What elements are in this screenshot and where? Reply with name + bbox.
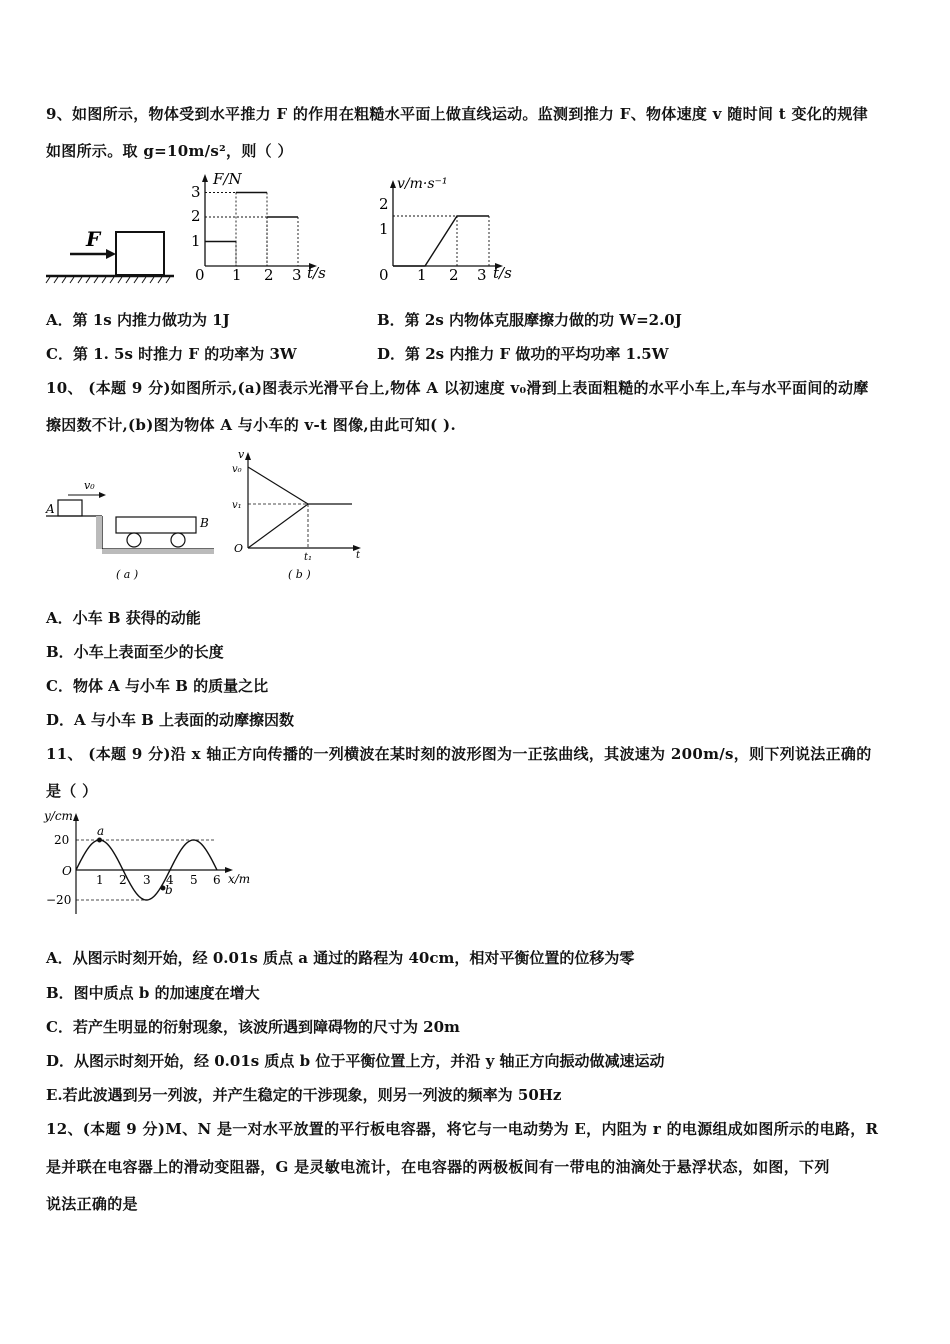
q9-v-ytick-1: 1 [379,220,389,238]
q10-fig-b-caption: ( b ) [288,568,311,581]
q9-v-axis-label: v/m·s⁻¹ [397,176,448,192]
q10-fig-a-v0: v₀ [84,479,95,492]
q10-fig-b-t: t [356,550,361,561]
q9-f-origin: 0 [195,266,205,284]
q11-xtick-3: 3 [143,873,151,887]
q11-xtick-4: 4 [166,873,174,887]
q9-block-figure [46,222,176,284]
q11-xtick-1: 1 [96,873,104,887]
q9-f-xtick-3: 3 [292,266,302,284]
q9-v-origin: 0 [379,266,389,284]
q9-v-xtick-3: 3 [477,266,487,284]
q9-force-graph [185,170,345,285]
q11-stem-line1: 11、 (本题 9 分)沿 x 轴正方向传播的一列横波在某时刻的波形图为一正弦曲线，其波速为 200m/s，则下列说法正确的 [46,745,872,763]
q9-v-ytick-2: 2 [379,195,389,213]
q9-option-d[interactable]: D．第 2s 内推力 F 做功的平均功率 1.5W [377,345,669,363]
q10-fig-b-v1: v₁ [232,500,242,511]
q9-v-xtick-2: 2 [449,266,459,284]
q11-option-c[interactable]: C．若产生明显的衍射现象，该波所遇到障碍物的尺寸为 20m [46,1018,460,1036]
q10-option-a[interactable]: A．小车 B 获得的动能 [46,609,201,627]
q12-stem-line3: 说法正确的是 [46,1195,138,1213]
q11-stem-line2: 是（ ） [46,782,98,800]
q9-f-ytick-2: 2 [191,207,201,225]
q9-option-a[interactable]: A．第 1s 内推力做功为 1J [46,311,230,329]
q9-force-label: F [86,227,101,251]
q11-option-b[interactable]: B．图中质点 b 的加速度在增大 [46,984,260,1002]
q11-label-a: a [97,824,105,838]
q11-option-a[interactable]: A．从图示时刻开始，经 0.01s 质点 a 通过的路程为 40cm，相对平衡位置的位移为零 [46,949,635,967]
q11-y-axis-label: y/cm [44,809,73,823]
q10-option-b[interactable]: B．小车上表面至少的长度 [46,643,224,661]
q9-option-c[interactable]: C．第 1. 5s 时推力 F 的功率为 3W [46,345,297,363]
q11-label-b: b [165,883,173,897]
q9-stem-line1: 9、如图所示，物体受到水平推力 F 的作用在粗糙水平面上做直线运动。监测到推力 F、物体速度 v 随时间 t 变化的规律 [46,105,868,123]
q10-stem-line2: 擦因数不计,(b)图为物体 A 与小车的 v-t 图像,由此可知( ). [46,416,456,434]
q11-option-d[interactable]: D．从图示时刻开始，经 0.01s 质点 b 位于平衡位置上方，并沿 y 轴正方向振动做减速运动 [46,1052,665,1070]
q10-block-a [58,500,82,516]
q9-f-ytick-3: 3 [191,183,201,201]
q10-stem-line1: 10、 (本题 9 分)如图所示,(a)图表示光滑平台上,物体 A 以初速度 v₀滑到上表面粗糙的水平小车上,车与水平面间的动摩 [46,379,869,397]
q10-figure-b [228,448,368,585]
q9-v-t-label: t/s [493,264,512,282]
q9-stem-line2: 如图所示。取 g=10m/s²，则（ ） [46,142,293,160]
q10-figure-a [46,475,221,585]
q9-f-ytick-1: 1 [191,232,201,250]
q9-v-xtick-1: 1 [417,266,427,284]
q12-stem-line1: 12、(本题 9 分)M、N 是一对水平放置的平行板电容器，将它与一电动势为 E，内阻为 r 的电源组成如图所示的电路，R [46,1120,879,1138]
q9-f-xtick-1: 1 [232,266,242,284]
q10-fig-b-o: O [234,542,244,555]
q10-option-d[interactable]: D．A 与小车 B 上表面的动摩擦因数 [46,711,294,729]
q11-xtick-2: 2 [119,873,127,887]
q11-xtick-5: 5 [190,873,198,887]
q11-x-axis-label: x/m [228,872,251,886]
q11-origin: O [62,864,72,878]
q10-fig-a-caption: ( a ) [116,568,139,581]
q9-block [116,232,164,275]
q10-fig-b-t1: t₁ [304,552,313,563]
q10-cart-b [116,517,196,533]
q9-velocity-line [393,216,489,266]
q11-ytick-20: 20 [54,833,70,847]
q10-option-c[interactable]: C．物体 A 与小车 B 的质量之比 [46,677,269,695]
q9-option-b[interactable]: B．第 2s 内物体克服摩擦力做的功 W=2.0J [377,311,682,329]
q10-fig-a-label-b: B [200,516,209,530]
q9-velocity-graph [373,170,533,285]
q11-xtick-6: 6 [213,873,221,887]
q11-ytick-neg20: −20 [46,893,72,907]
q10-fig-b-v: v [238,448,245,461]
q11-option-e[interactable]: E.若此波遇到另一列波，并产生稳定的干涉现象，则另一列波的频率为 50Hz [46,1086,562,1104]
q9-f-axis-label: F/N [213,170,242,188]
q9-f-xtick-2: 2 [264,266,274,284]
q10-fig-b-v0: v₀ [232,464,242,475]
q11-point-a [97,838,102,843]
q12-stem-line2: 是并联在电容器上的滑动变阻器，G 是灵敏电流计，在电容器的两极板间有一带电的油滴处于悬浮状态，如图，下列 [46,1158,830,1176]
q10-fig-a-label-a: A [46,502,55,516]
q11-wave-graph [40,808,260,920]
q9-f-t-label: t/s [307,264,326,282]
